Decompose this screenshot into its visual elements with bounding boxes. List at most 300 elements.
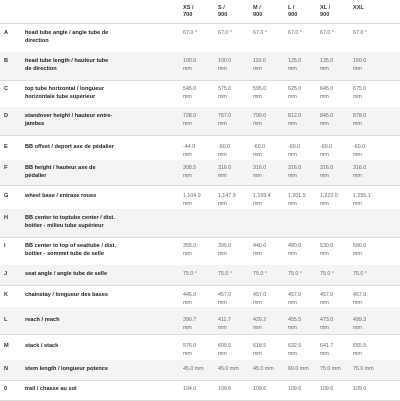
value-cell <box>218 343 252 358</box>
value-number: 67.0 ° <box>353 30 367 36</box>
value-cell <box>183 317 217 332</box>
value-number: 1,169.4 <box>253 193 271 199</box>
row-letter: L <box>4 317 8 323</box>
value-cell <box>183 165 217 180</box>
value-unit: mm <box>320 93 329 100</box>
size-header-line: M / <box>253 5 261 11</box>
value-unit: mm <box>183 350 192 357</box>
value-cell <box>288 343 322 358</box>
value-cell <box>218 366 252 374</box>
value-cell <box>353 30 387 38</box>
value-cell <box>320 165 354 180</box>
value-cell <box>353 343 387 358</box>
value-number: 104.0 <box>183 386 197 392</box>
table-row <box>0 307 400 335</box>
value-unit: mm <box>253 324 262 331</box>
value-number: 75.0 ° <box>183 271 197 277</box>
value-cell <box>320 366 354 374</box>
row-label-line: jambes <box>25 120 45 127</box>
table-row <box>0 380 400 401</box>
value-number: 60.0 mm <box>288 366 309 372</box>
value-unit: mm <box>183 200 192 207</box>
value-cell <box>288 292 322 307</box>
value-unit: mm <box>253 120 262 127</box>
row-letter: A <box>4 30 9 36</box>
value-number: 390.7 <box>183 317 197 323</box>
value-number: 445.0 <box>183 292 197 298</box>
row-label-line: direction <box>25 37 49 44</box>
row-letter: N <box>4 366 9 372</box>
value-number: 150.0 <box>353 58 367 64</box>
value-unit: mm <box>320 250 329 257</box>
row-label-line: top tube horizontal / longueur <box>25 86 104 92</box>
value-number: 609.5 <box>218 343 232 349</box>
value-number: 109.6 <box>218 386 232 392</box>
value-number: -60.0 <box>218 144 231 150</box>
value-unit: mm <box>218 151 227 158</box>
value-unit: mm <box>353 151 362 158</box>
value-unit: mm <box>353 65 362 72</box>
row-label-line: BB center to top of seattube / dist. <box>25 243 117 249</box>
value-number: 790.0 <box>253 113 267 119</box>
row-label-line: horizontale tube supérieur <box>25 93 96 100</box>
value-cell <box>353 58 387 73</box>
row-label-line: BB height / hauteur axe de <box>25 165 96 171</box>
value-number: 1,255.1 <box>353 193 371 199</box>
row-letter: M <box>4 343 9 349</box>
value-cell <box>353 366 387 374</box>
value-unit: mm <box>253 299 262 306</box>
value-number: 455.5 <box>288 317 302 323</box>
row-label <box>25 292 175 300</box>
value-number: 499.3 <box>353 317 367 323</box>
value-unit: mm <box>253 350 262 357</box>
value-number: 75.0 mm <box>320 366 341 372</box>
value-number: 316.0 <box>218 165 232 171</box>
value-unit: mm <box>218 350 227 357</box>
size-column-header <box>320 5 352 19</box>
size-column-header <box>253 5 285 19</box>
value-unit: mm <box>183 299 192 306</box>
row-letter: H <box>4 215 9 221</box>
value-cell <box>320 144 354 159</box>
value-number: 75.0 ° <box>253 271 267 277</box>
size-header-line: 900 <box>218 12 228 18</box>
value-number: 457.0 <box>218 292 232 298</box>
value-cell <box>320 86 354 101</box>
value-number: 100.0 <box>218 58 232 64</box>
value-number: -44.0 <box>183 144 196 150</box>
value-unit: mm <box>320 299 329 306</box>
value-cell <box>253 243 287 258</box>
value-number: 75.0 ° <box>288 271 302 277</box>
size-header-line: 700 <box>183 12 193 18</box>
table-row <box>0 360 400 381</box>
table-row <box>0 237 400 266</box>
value-number: 473.0 <box>320 317 334 323</box>
value-unit: mm <box>288 250 297 257</box>
value-cell <box>288 366 322 374</box>
value-number: 355.0 <box>183 243 197 249</box>
value-unit: mm <box>288 93 297 100</box>
value-cell <box>183 86 217 101</box>
row-letter: F <box>4 165 8 171</box>
value-cell <box>288 317 322 332</box>
value-number: 109.6 <box>288 386 302 392</box>
value-cell <box>253 343 287 358</box>
value-unit: mm <box>218 120 227 127</box>
value-cell <box>253 292 287 307</box>
value-number: 135.0 <box>320 58 334 64</box>
value-unit: mm <box>320 120 329 127</box>
value-number: -60.0 <box>253 144 266 150</box>
value-number: 67.0 ° <box>253 30 267 36</box>
value-number: 429.2 <box>253 317 267 323</box>
row-label-line: BB center to toptube center / dist. <box>25 215 115 221</box>
value-unit: mm <box>253 151 262 158</box>
value-cell <box>353 165 387 180</box>
size-header-line: 900 <box>320 12 330 18</box>
value-cell <box>183 271 217 279</box>
row-label-line: de direction <box>25 65 57 72</box>
row-label-line: seat angle / angle tube de selle <box>25 271 108 277</box>
row-label-line: stack / stack <box>25 343 59 349</box>
row-label-line: trail / chasse au sol <box>25 386 77 392</box>
size-header-line: 900 <box>253 12 263 18</box>
row-label <box>25 165 175 180</box>
size-column-header <box>183 5 215 19</box>
value-cell <box>320 113 354 128</box>
size-header-line: 900 <box>288 12 298 18</box>
value-number: 575.0 <box>218 86 232 92</box>
row-label <box>25 215 175 230</box>
value-unit: mm <box>218 172 227 179</box>
value-cell <box>288 58 322 73</box>
value-number: 580.0 <box>353 243 367 249</box>
value-unit: mm <box>183 151 192 158</box>
row-label <box>25 243 175 258</box>
value-number: 457.0 <box>288 292 302 298</box>
value-cell <box>288 144 322 159</box>
value-number: 45.0 mm <box>218 366 239 372</box>
table-row <box>0 209 400 238</box>
table-row <box>0 185 400 210</box>
value-unit: mm <box>183 93 192 100</box>
row-letter: E <box>4 144 8 150</box>
value-number: 316.0 <box>288 165 302 171</box>
value-cell <box>353 113 387 128</box>
value-cell <box>218 86 252 101</box>
value-number: 457.0 <box>320 292 334 298</box>
value-unit: mm <box>183 250 192 257</box>
value-cell <box>320 30 354 38</box>
row-letter: G <box>4 193 9 199</box>
row-letter: C <box>4 86 9 92</box>
value-cell <box>288 271 322 279</box>
value-cell <box>288 193 322 208</box>
row-label-line: boitier - sommet tube de selle <box>25 250 104 257</box>
value-unit: mm <box>183 120 192 127</box>
value-cell <box>320 343 354 358</box>
value-number: 308.5 <box>183 165 197 171</box>
value-cell <box>218 58 252 73</box>
value-cell <box>320 271 354 279</box>
value-unit: mm <box>353 120 362 127</box>
row-label-line: BB offset / deport axe de pédalier <box>25 144 114 150</box>
size-header-line: L / <box>288 5 295 11</box>
value-cell <box>253 30 287 38</box>
value-cell <box>253 366 287 374</box>
value-cell <box>183 366 217 374</box>
value-cell <box>218 193 252 208</box>
value-unit: mm <box>218 200 227 207</box>
row-letter: B <box>4 58 9 64</box>
row-letter: D <box>4 113 9 119</box>
row-label-line: pédalier <box>25 172 47 179</box>
value-cell <box>320 193 354 208</box>
value-cell <box>288 165 322 180</box>
value-unit: mm <box>353 324 362 331</box>
value-cell <box>288 243 322 258</box>
value-cell <box>253 317 287 332</box>
value-number: 316.0 <box>353 165 367 171</box>
row-letter: 0 <box>4 386 8 392</box>
value-number: 1,223.0 <box>320 193 338 199</box>
value-number: 67.0 ° <box>183 30 197 36</box>
value-number: -60.0 <box>353 144 366 150</box>
value-cell <box>218 386 252 394</box>
value-cell <box>183 193 217 208</box>
value-number: 645.0 <box>320 86 334 92</box>
value-number: 845.0 <box>320 113 334 119</box>
value-number: 109.6 <box>320 386 334 392</box>
value-unit: mm <box>253 93 262 100</box>
value-cell <box>353 86 387 101</box>
row-label-line: head tube length / hauteur tube <box>25 58 109 64</box>
value-unit: mm <box>288 120 297 127</box>
value-unit: mm <box>353 200 362 207</box>
value-unit: mm <box>183 65 192 72</box>
value-cell <box>218 243 252 258</box>
value-unit: mm <box>253 172 262 179</box>
value-cell <box>353 292 387 307</box>
table-row <box>0 334 400 361</box>
value-cell <box>183 243 217 258</box>
value-number: 632.5 <box>288 343 302 349</box>
value-cell <box>353 317 387 332</box>
value-cell <box>353 193 387 208</box>
row-label-line: standover height / hauteur entre- <box>25 113 113 119</box>
value-number: 316.0 <box>253 165 267 171</box>
value-unit: mm <box>253 250 262 257</box>
value-number: 530.0 <box>320 243 334 249</box>
value-cell <box>218 113 252 128</box>
value-cell <box>253 386 287 394</box>
row-label <box>25 86 175 101</box>
table-row <box>0 107 400 136</box>
value-cell <box>183 144 217 159</box>
row-label-line: wheel base / entraxe roues <box>25 193 97 199</box>
value-number: 457.0 <box>353 292 367 298</box>
size-header-line: S / <box>218 5 225 11</box>
value-cell <box>218 271 252 279</box>
value-number: 125.0 <box>288 58 302 64</box>
table-row <box>0 285 400 308</box>
row-label <box>25 193 175 201</box>
value-number: -60.0 <box>288 144 301 150</box>
table-row <box>0 80 400 108</box>
value-unit: mm <box>353 172 362 179</box>
row-label-line: boitier - milieu tube supérieur <box>25 222 104 229</box>
table-row <box>0 24 400 53</box>
table-row <box>0 265 400 286</box>
value-number: 75.0 ° <box>320 271 334 277</box>
value-unit: mm <box>183 172 192 179</box>
row-letter: K <box>4 292 9 298</box>
value-number: 1,104.9 <box>183 193 201 199</box>
value-unit: mm <box>183 324 192 331</box>
value-number: 67.0 ° <box>288 30 302 36</box>
row-letter: J <box>4 271 8 277</box>
value-unit: mm <box>253 65 262 72</box>
value-unit: mm <box>288 172 297 179</box>
value-number: 67.0 ° <box>320 30 334 36</box>
value-number: 110.0 <box>253 58 266 64</box>
row-label <box>25 271 175 279</box>
value-unit: mm <box>320 200 329 207</box>
value-number: 618.5 <box>253 343 267 349</box>
value-cell <box>218 165 252 180</box>
value-unit: mm <box>353 93 362 100</box>
value-number: 75.0 ° <box>353 271 367 277</box>
value-cell <box>320 292 354 307</box>
value-number: 67.0 ° <box>218 30 232 36</box>
value-cell <box>288 113 322 128</box>
value-unit: mm <box>288 151 297 158</box>
value-cell <box>353 243 387 258</box>
size-column-header <box>353 5 385 12</box>
value-number: 595.0 <box>253 86 267 92</box>
value-cell <box>253 271 287 279</box>
value-cell <box>218 144 252 159</box>
value-unit: mm <box>218 299 227 306</box>
size-header-line: XS / <box>183 5 194 11</box>
table-row <box>0 135 400 161</box>
row-letter: I <box>4 243 6 249</box>
value-number: 675.0 <box>353 86 367 92</box>
value-cell <box>218 292 252 307</box>
value-unit: mm <box>218 324 227 331</box>
value-number: 480.0 <box>288 243 302 249</box>
row-label <box>25 30 175 45</box>
value-number: 641.7 <box>320 343 334 349</box>
size-header-row <box>0 0 400 24</box>
value-number: 109.6 <box>353 386 367 392</box>
value-cell <box>253 113 287 128</box>
value-cell <box>288 386 322 394</box>
value-number: 728.0 <box>183 113 197 119</box>
value-cell <box>253 193 287 208</box>
value-number: 457.0 <box>253 292 267 298</box>
value-unit: mm <box>288 299 297 306</box>
row-label <box>25 113 175 128</box>
value-unit: mm <box>320 151 329 158</box>
value-unit: mm <box>253 200 262 207</box>
value-unit: mm <box>320 324 329 331</box>
value-cell <box>353 386 387 394</box>
value-number: 1,201.5 <box>288 193 306 199</box>
value-unit: mm <box>288 200 297 207</box>
value-unit: mm <box>288 350 297 357</box>
value-cell <box>253 144 287 159</box>
value-cell <box>183 386 217 394</box>
value-cell <box>218 317 252 332</box>
value-unit: mm <box>218 65 227 72</box>
value-number: 812.0 <box>288 113 302 119</box>
size-header-line: XXL <box>353 5 364 11</box>
value-cell <box>183 343 217 358</box>
value-unit: mm <box>320 172 329 179</box>
value-cell <box>288 86 322 101</box>
value-number: 100.0 <box>183 58 197 64</box>
row-label <box>25 366 175 374</box>
row-label <box>25 58 175 73</box>
row-label <box>25 317 175 325</box>
value-number: 545.0 <box>183 86 197 92</box>
value-number: 316.0 <box>320 165 334 171</box>
size-header-line: XL / <box>320 5 331 11</box>
value-unit: mm <box>320 350 329 357</box>
value-cell <box>183 58 217 73</box>
value-unit: mm <box>353 250 362 257</box>
value-cell <box>320 386 354 394</box>
row-label-line: chainstay / longueur des bases <box>25 292 109 298</box>
table-row <box>0 52 400 81</box>
value-number: 1,147.9 <box>218 193 236 199</box>
row-label-line: stem length / longueur potence <box>25 366 108 372</box>
value-number: 440.0 <box>253 243 267 249</box>
value-cell <box>183 292 217 307</box>
value-cell <box>353 144 387 159</box>
value-cell <box>288 30 322 38</box>
value-number: 75.0 mm <box>353 366 374 372</box>
value-number: 411.7 <box>218 317 231 323</box>
value-number: 395.0 <box>218 243 232 249</box>
value-cell <box>320 317 354 332</box>
value-number: 655.5 <box>353 343 367 349</box>
value-number: 767.0 <box>218 113 232 119</box>
value-unit: mm <box>353 299 362 306</box>
value-number: 878.0 <box>353 113 367 119</box>
size-column-header <box>218 5 250 19</box>
value-cell <box>218 30 252 38</box>
value-cell <box>253 165 287 180</box>
table-row <box>0 160 400 186</box>
value-cell <box>320 243 354 258</box>
value-number: 45.0 mm <box>253 366 274 372</box>
row-label-line: head tube angle / angle tube de <box>25 30 109 36</box>
value-unit: mm <box>218 250 227 257</box>
row-label <box>25 343 175 351</box>
value-cell <box>320 58 354 73</box>
value-cell <box>353 271 387 279</box>
value-cell <box>253 86 287 101</box>
row-label <box>25 386 175 394</box>
value-unit: mm <box>288 324 297 331</box>
value-unit: mm <box>288 65 297 72</box>
value-number: 75.0 ° <box>218 271 232 277</box>
value-number: 625.0 <box>288 86 302 92</box>
